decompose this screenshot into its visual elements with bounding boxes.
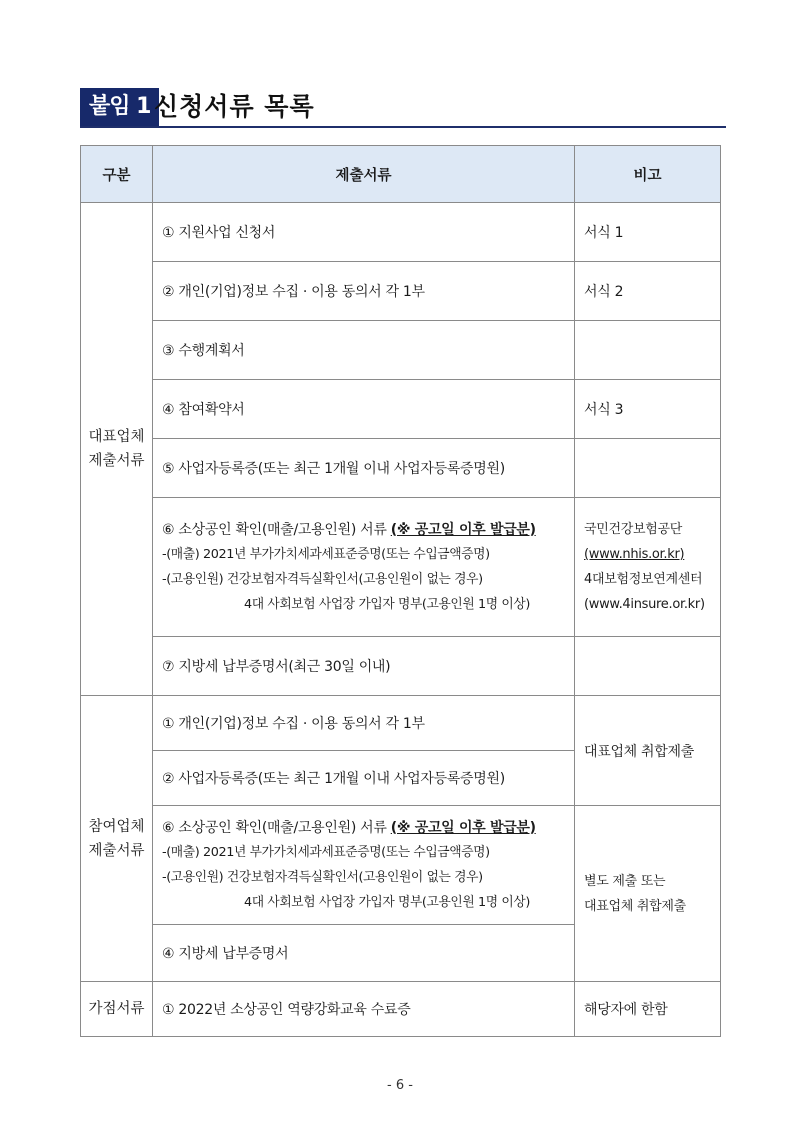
document-item: ⑦ 지방세 납부증명서(최근 30일 이내) bbox=[153, 637, 575, 696]
table-row bbox=[81, 203, 721, 262]
document-sub-item: -(매출) 2021년 부가가치세과세표준증명(또는 수입금액증명) bbox=[162, 546, 490, 562]
note-cell: 서식 3 bbox=[575, 380, 721, 439]
section-heading bbox=[80, 88, 726, 128]
header-note: 비고 bbox=[575, 146, 721, 203]
category-label: 제출서류 bbox=[88, 453, 145, 469]
category-label: 제출서류 bbox=[88, 842, 145, 859]
table-row bbox=[81, 262, 721, 321]
header-category: 구분 bbox=[81, 146, 153, 203]
note-cell: 서식 1 bbox=[575, 203, 721, 262]
document-item: ① 2022년 소상공인 역량강화교육 수료증 bbox=[153, 982, 575, 1037]
table-row bbox=[81, 439, 721, 498]
header-documents: 제출서류 bbox=[153, 146, 575, 203]
table-row bbox=[81, 380, 721, 439]
note-line: 별도 제출 또는 bbox=[584, 873, 666, 889]
documents-table bbox=[80, 145, 721, 1037]
document-sub-item: -(고용인원) 건강보험자격득실확인서(고용인원이 없는 경우) bbox=[162, 571, 483, 587]
note-cell bbox=[575, 321, 721, 380]
document-sub-item: -(매출) 2021년 부가가치세과세표준증명(또는 수입금액증명) bbox=[162, 844, 490, 860]
note-cell: 서식 2 bbox=[575, 262, 721, 321]
document-sub-item: 4대 사회보험 사업장 가입자 명부(고용인원 1명 이상) bbox=[244, 596, 530, 612]
document-item: ① 지원사업 신청서 bbox=[153, 203, 575, 262]
note-cell bbox=[575, 439, 721, 498]
category-bonus: 가점서류 bbox=[81, 982, 153, 1037]
document-item: ② 개인(기업)정보 수집 · 이용 동의서 각 1부 bbox=[153, 262, 575, 321]
document-item: ② 사업자등록증(또는 최근 1개월 이내 사업자등록증명원) bbox=[153, 751, 575, 806]
document-item-main: ⑥ 소상공인 확인(매출/고용인원) 서류 (※ 공고일 이후 발급분) bbox=[162, 819, 536, 836]
note-cell bbox=[575, 806, 721, 982]
category-label: 대표업체 bbox=[88, 429, 145, 445]
note-cell: 대표업체 취합제출 bbox=[575, 696, 721, 806]
document-item: ③ 수행계획서 bbox=[153, 321, 575, 380]
category-participant bbox=[81, 696, 153, 982]
document-item bbox=[153, 806, 575, 925]
issue-date-emphasis: (※ 공고일 이후 발급분) bbox=[390, 521, 536, 538]
attachment-badge: 붙임 1 bbox=[80, 88, 159, 126]
note-line: 대표업체 취합제출 bbox=[584, 898, 686, 914]
document-item: ① 개인(기업)정보 수집 · 이용 동의서 각 1부 bbox=[153, 696, 575, 751]
document-item bbox=[153, 498, 575, 637]
table-row bbox=[81, 806, 721, 925]
category-representative bbox=[81, 203, 153, 696]
note-line: 국민건강보험공단 bbox=[584, 522, 683, 537]
document-sub-item: 4대 사회보험 사업장 가입자 명부(고용인원 1명 이상) bbox=[244, 894, 530, 910]
document-item: ④ 지방세 납부증명서 bbox=[153, 925, 575, 982]
page-number: - 6 - bbox=[387, 1078, 413, 1093]
document-item: ④ 참여확약서 bbox=[153, 380, 575, 439]
document-sub-item: -(고용인원) 건강보험자격득실확인서(고용인원이 없는 경우) bbox=[162, 869, 483, 885]
note-line: 4대보험정보연계센터 bbox=[584, 572, 703, 587]
table-row bbox=[81, 637, 721, 696]
table-row bbox=[81, 321, 721, 380]
insure-link: (www.4insure.or.kr) bbox=[584, 597, 705, 612]
note-cell bbox=[575, 637, 721, 696]
category-label: 참여업체 bbox=[88, 818, 145, 835]
table-row bbox=[81, 696, 721, 751]
note-cell bbox=[575, 498, 721, 637]
table-row bbox=[81, 982, 721, 1037]
document-item: ⑤ 사업자등록증(또는 최근 1개월 이내 사업자등록증명원) bbox=[153, 439, 575, 498]
table-header-row bbox=[81, 146, 721, 203]
page-title: 신청서류 목록 bbox=[154, 92, 315, 121]
note-cell: 해당자에 한함 bbox=[575, 982, 721, 1037]
issue-date-emphasis: (※ 공고일 이후 발급분) bbox=[390, 819, 536, 836]
nhis-link[interactable]: (www.nhis.or.kr) bbox=[584, 547, 685, 562]
document-item-main: ⑥ 소상공인 확인(매출/고용인원) 서류 (※ 공고일 이후 발급분) bbox=[162, 521, 536, 538]
table-row bbox=[81, 498, 721, 637]
